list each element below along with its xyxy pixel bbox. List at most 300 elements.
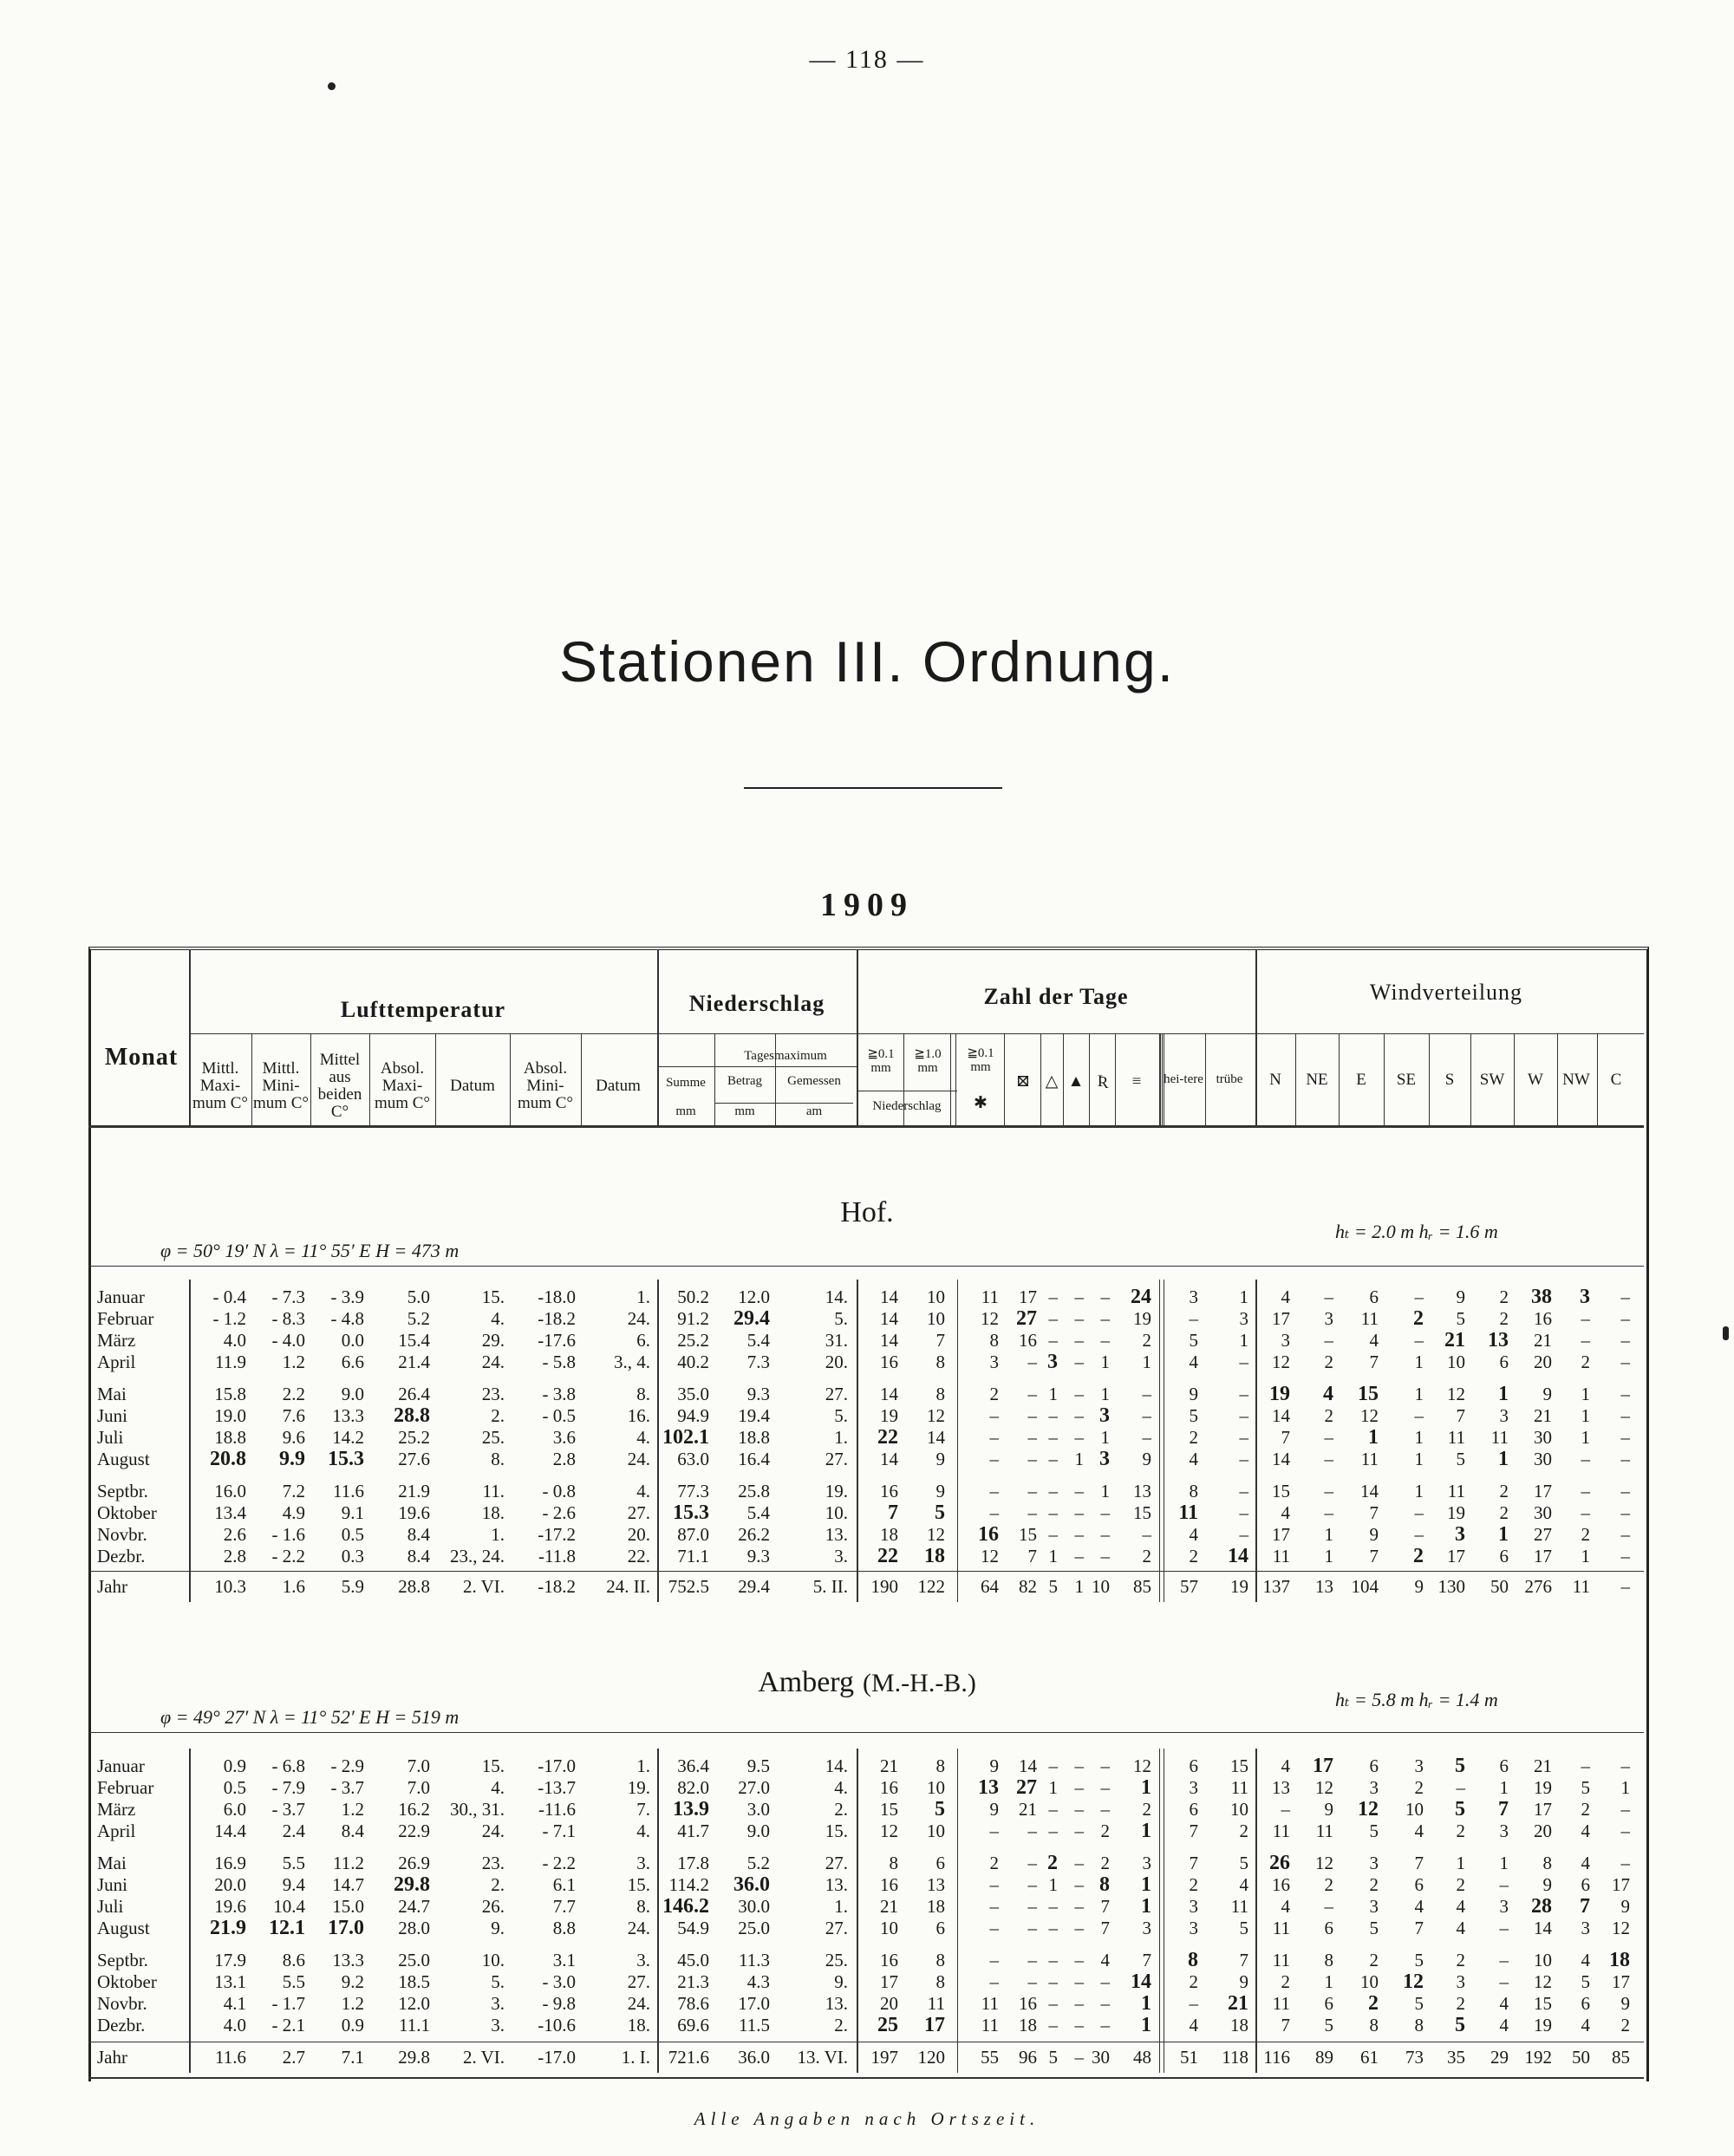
table-cell: – — [989, 1502, 999, 1523]
table-cell: – — [1142, 1524, 1151, 1545]
table-cell: 1 — [1324, 1546, 1333, 1567]
table-cell: 11 — [1360, 1308, 1379, 1329]
table-cell: 30.0 — [738, 1896, 770, 1917]
table-cell: – — [1074, 1874, 1084, 1895]
table-cell: - 3.8 — [542, 1384, 576, 1404]
table-cell: 14. — [825, 1286, 848, 1307]
station-coords: φ = 49° 27′ N λ = 11° 52′ E H = 519 m — [160, 1706, 460, 1728]
table-cell: 6 — [1189, 1799, 1198, 1820]
table-cell: – — [1027, 1821, 1037, 1841]
table-cell: 17 — [1612, 1874, 1630, 1895]
table-cell: 17.0 — [328, 1917, 364, 1939]
table-cell: 14 — [927, 1427, 945, 1448]
table-cell: 5.4 — [746, 1330, 770, 1351]
table-cell: 9.2 — [341, 1971, 364, 1992]
table-cell: 1.2 — [341, 1799, 364, 1820]
table-cell: 12 — [1358, 1798, 1379, 1821]
table-cell: - 4.8 — [330, 1308, 364, 1329]
table-cell: - 3.0 — [542, 1971, 576, 1992]
table-cell: 2 — [1189, 1971, 1198, 1992]
table-cell: 3 — [1142, 1853, 1151, 1873]
table-cell: 50 — [1490, 1576, 1509, 1597]
sleet-icon: ▲ — [1067, 1072, 1085, 1091]
wind-dir-header: NW — [1562, 1071, 1590, 1090]
table-cell: 9 — [1542, 1874, 1552, 1895]
table-cell: 28.8 — [398, 1576, 430, 1597]
table-cell: 0.3 — [341, 1546, 364, 1567]
month-label: August — [97, 1449, 150, 1469]
table-cell: 5 — [1189, 1405, 1198, 1426]
table-cell: 24. — [481, 1352, 505, 1372]
table-cell: 77.3 — [677, 1481, 709, 1501]
table-cell: 4 — [1581, 1853, 1590, 1873]
table-cell: - 2.2 — [271, 1546, 305, 1567]
table-cell: 9 — [1239, 1971, 1248, 1992]
table-cell: 14 — [880, 1449, 898, 1469]
table-cell: 30 — [1092, 2047, 1110, 2068]
table-cell: – — [1581, 1330, 1590, 1351]
table-cell: 752.5 — [668, 1576, 709, 1597]
table-cell: 17 — [880, 1971, 898, 1992]
table-cell: 5 — [1189, 1330, 1198, 1351]
table-cell: – — [1414, 1286, 1424, 1307]
table-cell: 276 — [1524, 1576, 1552, 1597]
table-cell: 26.9 — [398, 1853, 430, 1873]
table-cell: 2 — [1456, 1950, 1465, 1970]
table-cell: 8 — [935, 1755, 945, 1776]
table-cell: 3.0 — [746, 1799, 770, 1820]
table-cell: 2 — [1499, 1502, 1509, 1523]
table-cell: – — [1027, 1481, 1037, 1501]
table-cell: – — [1499, 1874, 1509, 1895]
coords-rule — [88, 1266, 1644, 1267]
table-cell: 3 — [1189, 1286, 1198, 1307]
table-cell: 25.0 — [738, 1918, 770, 1938]
table-cell: 1 — [1499, 1777, 1509, 1798]
table-cell: 23. — [481, 1384, 505, 1404]
temp-col-header: Absol. Maxi-mum C° — [374, 1059, 431, 1112]
table-cell: 2 — [1499, 1308, 1509, 1329]
gemessen-header: Gemessen — [787, 1074, 841, 1089]
table-cell: 1 — [1456, 1853, 1465, 1873]
table-cell: 5. II. — [812, 1576, 848, 1597]
table-cell: 7 — [1281, 2015, 1290, 2035]
table-cell: 12.1 — [269, 1917, 305, 1939]
wind-dir-header: E — [1356, 1071, 1366, 1090]
table-cell: 5. — [834, 1308, 848, 1329]
table-cell: 5 — [1048, 1576, 1058, 1597]
table-cell: 14 — [1534, 1918, 1552, 1938]
table-cell: 12 — [1360, 1405, 1379, 1426]
table-cell: 4 — [1281, 1755, 1290, 1776]
table-cell: 2. — [834, 1799, 848, 1820]
table-cell: 17 — [1272, 1308, 1290, 1329]
table-cell: – — [1620, 1427, 1630, 1448]
table-cell: 13. — [825, 1524, 848, 1545]
table-cell: 2. — [491, 1874, 505, 1895]
table-cell: 8.4 — [407, 1524, 430, 1545]
table-cell: – — [1581, 1481, 1590, 1501]
table-cell: 9 — [1542, 1384, 1552, 1404]
table-cell: 18.5 — [398, 1971, 430, 1992]
table-cell: – — [1074, 1821, 1084, 1841]
table-cell: 2 — [1239, 1821, 1248, 1841]
gemessen-unit: am — [805, 1104, 823, 1119]
table-cell: 7.1 — [341, 2047, 364, 2068]
table-cell: 14 — [1228, 1545, 1248, 1567]
wind-dir-header: S — [1444, 1071, 1455, 1090]
table-cell: 22. — [627, 1546, 650, 1567]
table-cell: - 3.9 — [330, 1286, 364, 1307]
table-cell: – — [1499, 1971, 1509, 1992]
section-title: Stationen III. Ordnung. — [558, 629, 1176, 694]
table-cell: 4 — [1189, 1449, 1198, 1469]
table-cell: 1 — [1100, 1352, 1110, 1372]
table-cell: 12 — [927, 1405, 945, 1426]
table-cell: 18. — [481, 1502, 505, 1523]
jahr-rule — [88, 1571, 1644, 1572]
table-cell: 7 — [1189, 1853, 1198, 1873]
table-cell: 6 — [1369, 1286, 1379, 1307]
table-cell: – — [1074, 1755, 1084, 1776]
body-column-rule — [957, 1280, 958, 1602]
month-label: Juli — [97, 1896, 124, 1917]
table-cell: 27.6 — [398, 1449, 430, 1469]
table-cell: 7 — [935, 1330, 945, 1351]
table-cell: 26. — [481, 1896, 505, 1917]
table-cell: 3 — [1499, 1821, 1509, 1841]
heitere-header: hei-tere — [1164, 1072, 1203, 1087]
table-cell: 1 — [1414, 1449, 1424, 1469]
table-cell: 8 — [989, 1330, 999, 1351]
table-cell: 6 — [1324, 1918, 1333, 1938]
table-cell: 2 — [1142, 1330, 1151, 1351]
table-cell: 7 — [1414, 1853, 1424, 1873]
table-cell: 9.0 — [746, 1821, 770, 1841]
table-cell: 91.2 — [677, 1308, 709, 1329]
table-cell: – — [1620, 1405, 1630, 1426]
table-cell: 13. VI. — [797, 2047, 848, 2068]
table-cell: 9. — [834, 1971, 848, 1992]
table-cell: 11.2 — [333, 1853, 364, 1873]
table-cell: 1 — [1581, 1384, 1590, 1404]
precip-01-header: ≧0.1 mm — [867, 1047, 895, 1075]
table-cell: 1 — [1324, 1524, 1333, 1545]
table-cell: – — [1620, 1481, 1630, 1501]
table-cell: – — [1048, 1524, 1058, 1545]
table-cell: 2 — [1369, 1950, 1379, 1970]
table-cell: 9 — [1369, 1524, 1379, 1545]
table-cell: 13.3 — [332, 1950, 364, 1970]
table-cell: 27. — [627, 1502, 650, 1523]
table-cell: 11.5 — [739, 2015, 770, 2035]
table-cell: 1.2 — [282, 1352, 305, 1372]
table-cell: 8 — [1369, 2015, 1379, 2035]
table-cell: 7 — [1100, 1918, 1110, 1938]
table-cell: 2 — [1324, 1874, 1333, 1895]
table-cell: 19.4 — [738, 1405, 770, 1426]
table-cell: -10.6 — [538, 2015, 576, 2035]
table-cell: 5. — [834, 1405, 848, 1426]
table-cell: 4.9 — [282, 1502, 305, 1523]
table-cell: 7.0 — [407, 1755, 430, 1776]
table-cell: – — [1239, 1384, 1248, 1404]
table-cell: – — [1074, 2015, 1084, 2035]
table-cell: 27. — [825, 1449, 848, 1469]
table-cell: 13.9 — [673, 1798, 709, 1821]
table-cell: 25. — [825, 1950, 848, 1970]
table-cell: 1. — [636, 1755, 650, 1776]
table-cell: – — [1074, 1384, 1084, 1404]
table-cell: 16 — [880, 1352, 898, 1372]
table-cell: 4 — [1581, 1821, 1590, 1841]
table-cell: 31. — [825, 1330, 848, 1351]
table-cell: 64 — [981, 1576, 999, 1597]
table-cell: 26.4 — [398, 1384, 430, 1404]
temp-col-header: Datum — [596, 1077, 641, 1096]
table-cell: – — [1100, 1971, 1110, 1992]
table-cell: – — [1074, 1918, 1084, 1938]
table-cell: 1 — [1581, 1546, 1590, 1567]
table-cell: 11 — [1272, 1546, 1290, 1567]
month-label: April — [97, 1821, 136, 1841]
table-cell: – — [1620, 1330, 1630, 1351]
table-cell: 2.8 — [223, 1546, 246, 1567]
table-cell: 18.8 — [738, 1427, 770, 1448]
year-heading: 1909 — [820, 887, 914, 923]
table-cell: 3 — [1369, 1777, 1379, 1798]
table-cell: 27 — [1534, 1524, 1552, 1545]
table-cell: 12 — [981, 1308, 999, 1329]
table-cell: 9 — [935, 1481, 945, 1501]
table-cell: 11 — [1272, 1821, 1290, 1841]
month-label: Februar — [97, 1308, 154, 1329]
table-cell: 17 — [1447, 1546, 1465, 1567]
table-cell: 28.0 — [398, 1918, 430, 1938]
tagesmaximum-header: Tagesmaximum — [744, 1049, 827, 1064]
table-cell: 18 — [1609, 1949, 1630, 1971]
table-cell: 22 — [877, 1426, 898, 1449]
table-cell: 1 — [1100, 1384, 1110, 1404]
table-cell: 30., 31. — [450, 1799, 505, 1820]
table-cell: 1 — [1239, 1330, 1248, 1351]
body-column-rule — [957, 1749, 958, 2073]
table-cell: -17.0 — [538, 1755, 576, 1776]
table-cell: 5 — [1324, 2015, 1333, 2035]
table-cell: 3.6 — [552, 1427, 576, 1448]
table-cell: 17.9 — [214, 1950, 246, 1970]
table-cell: 9. — [491, 1918, 505, 1938]
table-cell: – — [1048, 1405, 1058, 1426]
table-cell: 4 — [1189, 2015, 1198, 2035]
table-cell: 25 — [877, 2014, 898, 2036]
table-cell: 1 — [1141, 1992, 1151, 2015]
table-cell: 4 — [1581, 1950, 1590, 1970]
table-cell: 8 — [1542, 1853, 1552, 1873]
table-cell: 8. — [636, 1896, 650, 1917]
table-cell: - 2.1 — [271, 2015, 305, 2035]
table-cell: 2 — [1581, 1799, 1590, 1820]
table-cell: 7 — [1189, 1821, 1198, 1841]
table-cell: 6 — [1499, 1755, 1509, 1776]
table-cell: 122 — [917, 1576, 945, 1597]
table-cell: - 2.2 — [542, 1853, 576, 1873]
table-cell: – — [1074, 1971, 1084, 1992]
table-cell: – — [1581, 1449, 1590, 1469]
table-cell: – — [1324, 1896, 1333, 1917]
table-cell: -11.6 — [538, 1799, 576, 1820]
table-cell: 5. — [491, 1971, 505, 1992]
table-cell: 2 — [1142, 1799, 1151, 1820]
table-cell: 3 — [1456, 1971, 1465, 1992]
table-cell: - 1.7 — [271, 1993, 305, 2014]
table-cell: – — [1027, 1971, 1037, 1992]
table-cell: – — [1048, 1971, 1058, 1992]
table-cell: - 2.9 — [330, 1755, 364, 1776]
month-label: Oktober — [97, 1971, 157, 1992]
table-cell: 11 — [981, 2015, 999, 2035]
table-cell: – — [1100, 1308, 1110, 1329]
table-cell: - 7.1 — [542, 1821, 576, 1841]
table-cell: 3 — [1581, 1918, 1590, 1938]
table-cell: 4 — [1281, 1896, 1290, 1917]
table-cell: 13.3 — [332, 1405, 364, 1426]
table-cell: 2 — [1189, 1427, 1198, 1448]
table-cell: 3 — [1414, 1755, 1424, 1776]
table-cell: 17 — [1534, 1799, 1552, 1820]
table-cell: – — [1027, 1950, 1037, 1970]
table-cell: 9 — [989, 1755, 999, 1776]
table-cell: 3 — [1047, 1351, 1058, 1373]
body-column-rule — [657, 1749, 659, 2073]
table-cell: 2 — [1499, 1481, 1509, 1501]
table-cell: 36.0 — [738, 2047, 770, 2068]
table-cell: 16 — [1019, 1330, 1037, 1351]
table-cell: 1 — [1239, 1286, 1248, 1307]
table-cell: 102.1 — [662, 1426, 709, 1449]
snow-icon: ✱ — [974, 1094, 988, 1113]
table-cell: 4. — [636, 1481, 650, 1501]
table-cell: 4. — [491, 1308, 505, 1329]
table-cell: 50.2 — [677, 1286, 709, 1307]
table-cell: 20. — [825, 1352, 848, 1372]
table-cell: 114.2 — [668, 1874, 709, 1895]
table-cell: 29.4 — [738, 1576, 770, 1597]
table-cell: 10.3 — [214, 1576, 246, 1597]
table-cell: – — [1189, 1993, 1198, 2014]
summe-unit: mm — [675, 1104, 696, 1119]
table-cell: 11 — [1178, 1501, 1198, 1524]
table-cell: 0.0 — [341, 1330, 364, 1351]
month-label: Dezbr. — [97, 1546, 146, 1567]
month-label: März — [97, 1799, 136, 1820]
table-cell: 15 — [1272, 1481, 1290, 1501]
table-cell: 19.6 — [214, 1896, 246, 1917]
table-cell: 16 — [880, 1777, 898, 1798]
table-cell: – — [1048, 1286, 1058, 1307]
table-cell: – — [1074, 2047, 1084, 2068]
title-rule — [744, 787, 1002, 789]
table-cell: – — [1100, 1799, 1110, 1820]
body-column-rule — [1159, 1280, 1160, 1602]
month-label: Novbr. — [97, 1993, 147, 2014]
table-cell: 7 — [1369, 1352, 1379, 1372]
table-cell: 21 — [1444, 1329, 1465, 1352]
month-label: April — [97, 1352, 136, 1372]
table-cell: 2 — [1413, 1545, 1424, 1567]
table-cell: 35 — [1447, 2047, 1465, 2068]
table-cell: 192 — [1524, 2047, 1552, 2068]
table-cell: 7.2 — [282, 1481, 305, 1501]
table-cell: 14 — [1131, 1970, 1151, 1993]
table-cell: 4 — [1100, 1950, 1110, 1970]
table-cell: 19 — [1230, 1576, 1248, 1597]
table-cell: 28 — [1531, 1895, 1552, 1918]
table-cell: – — [1100, 2015, 1110, 2035]
table-cell: – — [1074, 1546, 1084, 1567]
table-cell: – — [1074, 1993, 1084, 2014]
table-cell: 4 — [1239, 1874, 1248, 1895]
table-cell: – — [1620, 1308, 1630, 1329]
table-cell: -17.6 — [538, 1330, 576, 1351]
table-cell: – — [1074, 1405, 1084, 1426]
table-cell: – — [1027, 1427, 1037, 1448]
table-cell: – — [989, 1427, 999, 1448]
table-cell: 3 — [1499, 1896, 1509, 1917]
table-cell: 20 — [880, 1993, 898, 2014]
table-cell: 7 — [1100, 1896, 1110, 1917]
table-cell: – — [1581, 1755, 1590, 1776]
table-cell: – — [1100, 1286, 1110, 1307]
table-cell: – — [1581, 1502, 1590, 1523]
row-rule — [88, 1125, 1644, 1128]
table-cell: 8. — [636, 1384, 650, 1404]
table-cell: 5 — [1456, 1308, 1465, 1329]
table-cell: 27. — [825, 1384, 848, 1404]
table-cell: 16 — [1534, 1308, 1552, 1329]
table-cell: – — [1027, 1502, 1037, 1523]
table-cell: 11 — [1230, 1777, 1248, 1798]
table-cell: 16 — [1272, 1874, 1290, 1895]
table-cell: 18 — [880, 1524, 898, 1545]
table-cell: 3 — [1281, 1330, 1290, 1351]
truebe-header: trübe — [1216, 1072, 1243, 1087]
table-cell: 13 — [1488, 1329, 1509, 1352]
table-cell: – — [989, 1405, 999, 1426]
table-cell: 12 — [1534, 1971, 1552, 1992]
table-cell: 63.0 — [677, 1449, 709, 1469]
table-cell: 2 — [1456, 1874, 1465, 1895]
table-cell: - 0.5 — [542, 1405, 576, 1426]
table-cell: 5.9 — [341, 1576, 364, 1597]
table-cell: 28.8 — [394, 1404, 430, 1427]
table-cell: 30 — [1534, 1502, 1552, 1523]
table-cell: 89 — [1315, 2047, 1333, 2068]
table-cell: 12 — [927, 1524, 945, 1545]
table-cell: – — [1027, 1449, 1037, 1469]
table-cell: – — [1027, 1896, 1037, 1917]
table-cell: 15 — [1534, 1993, 1552, 2014]
table-cell: 5.2 — [407, 1308, 430, 1329]
table-cell: – — [1074, 1502, 1084, 1523]
table-cell: 1 — [1074, 1576, 1084, 1597]
table-cell: 15 — [1133, 1502, 1151, 1523]
table-cell: 3 — [1099, 1404, 1110, 1427]
table-cell: 4 — [1414, 1896, 1424, 1917]
table-cell: 29.8 — [398, 2047, 430, 2068]
table-cell: - 1.2 — [212, 1308, 246, 1329]
table-cell: - 3.7 — [330, 1777, 364, 1798]
